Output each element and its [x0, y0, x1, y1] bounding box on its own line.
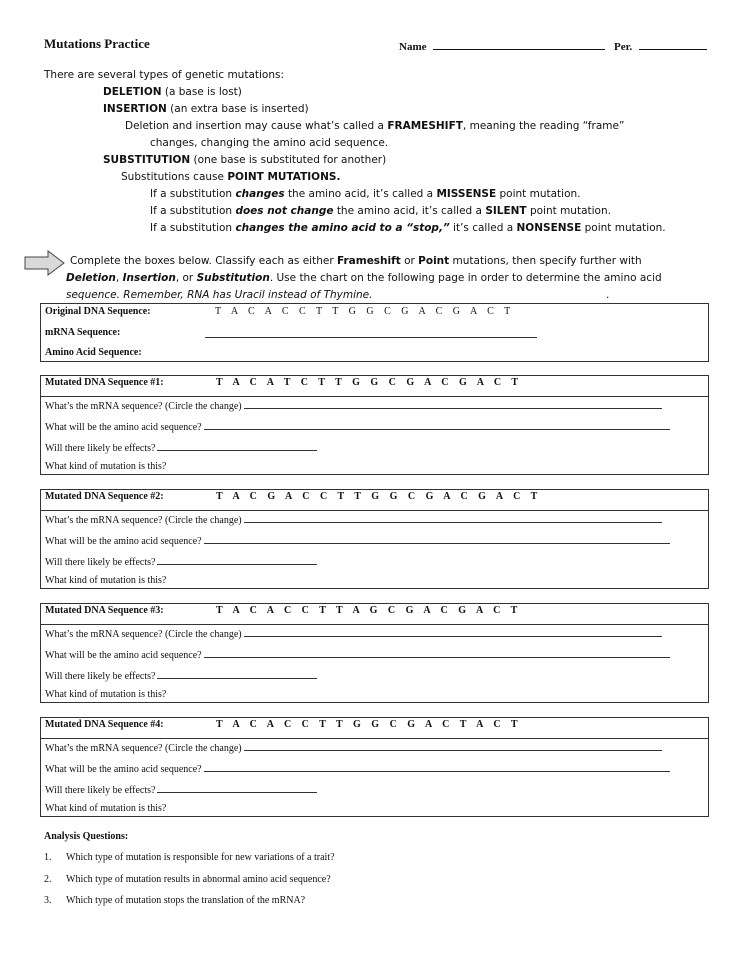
period-input-line[interactable]	[639, 38, 707, 50]
original-mrna-line[interactable]	[205, 327, 537, 338]
mutated-dna-row	[45, 605, 522, 616]
amino-question-row	[45, 533, 670, 547]
frameshift-post: , meaning the reading “frame”	[462, 120, 625, 132]
name-period-fields	[399, 38, 707, 53]
amino-question-row	[45, 419, 670, 433]
intro-deletion	[103, 84, 242, 101]
mrna-question: What’s the mRNA sequence? (Circle the change)	[45, 401, 242, 412]
mrna-answer-line[interactable]	[244, 512, 662, 523]
mrna-question: What’s the mRNA sequence? (Circle the change)	[45, 515, 242, 526]
nonsense-term: NONSENSE	[516, 222, 582, 234]
original-dna-label: Original DNA Sequence:	[45, 306, 151, 317]
amino-answer-line[interactable]	[204, 419, 670, 430]
kind-question: What kind of mutation is this?	[45, 803, 167, 814]
effects-answer-line[interactable]	[157, 668, 317, 679]
instr-frameshift: Frameshift	[336, 255, 401, 267]
missense-term: MISSENSE	[436, 188, 497, 200]
period-label: Per.	[614, 41, 633, 53]
effects-question: Will there likely be effects?	[45, 443, 156, 454]
silent-e: point mutation.	[529, 205, 611, 217]
page-title: Mutations Practice	[44, 36, 150, 51]
frameshift-pre: Deletion and insertion may cause what’s called a	[125, 120, 384, 132]
instructions-line3	[66, 287, 372, 304]
amino-question: What will be the amino acid sequence?	[45, 422, 202, 433]
kind-question: What kind of mutation is this?	[45, 461, 167, 472]
intro-point	[121, 169, 340, 186]
effects-answer-line[interactable]	[157, 440, 317, 451]
mrna-question-row	[45, 740, 662, 754]
effects-question-row	[45, 554, 317, 568]
kind-question-row	[45, 575, 166, 586]
kind-question-row	[45, 461, 166, 472]
intro-silent	[150, 203, 611, 220]
amino-answer-line[interactable]	[204, 647, 670, 658]
amino-question-row	[45, 761, 670, 775]
amino-question: What will be the amino acid sequence?	[45, 650, 202, 661]
effects-question: Will there likely be effects?	[45, 785, 156, 796]
mrna-question-row	[45, 398, 662, 412]
amino-question: What will be the amino acid sequence?	[45, 764, 202, 775]
divider	[41, 510, 708, 511]
effects-question-row	[45, 782, 317, 796]
original-dna-sequence: T A C A C C T T G G C G A C G A C T	[215, 306, 515, 317]
mutated-dna-label: Mutated DNA Sequence #2:	[45, 491, 164, 502]
effects-answer-line[interactable]	[157, 554, 317, 565]
insertion-term: INSERTION	[103, 103, 167, 115]
kind-question-row	[45, 803, 166, 814]
mutated-dna-sequence: T A C A C C T T G G C G A C T A C T	[216, 719, 522, 730]
effects-question-row	[45, 440, 317, 454]
effects-question: Will there likely be effects?	[45, 557, 156, 568]
mutated-dna-sequence: T A C A C C T T A G C G A C G A C T	[216, 605, 522, 616]
missense-e: point mutation.	[499, 188, 581, 200]
missense-c: the amino acid, it’s called a	[287, 188, 434, 200]
intro-lead: There are several types of genetic mutations:	[44, 69, 285, 81]
amino-question: What will be the amino acid sequence?	[45, 536, 202, 547]
original-dna-row	[45, 306, 515, 317]
right-arrow-icon	[24, 250, 66, 276]
mrna-question-row	[45, 626, 662, 640]
mutated-dna-row	[45, 377, 523, 388]
mrna-question-row	[45, 512, 662, 526]
mutated-dna-label: Mutated DNA Sequence #4:	[45, 719, 164, 730]
mrna-answer-line[interactable]	[244, 398, 662, 409]
original-amino-row	[45, 347, 142, 358]
intro-missense	[150, 186, 581, 203]
divider	[41, 396, 708, 397]
intro-substitution	[103, 152, 386, 169]
instr-f: . Use the chart on the following page in order to determine the amino acid	[269, 272, 662, 284]
effects-answer-line[interactable]	[157, 782, 317, 793]
amino-question-row	[45, 647, 670, 661]
mrna-answer-line[interactable]	[244, 626, 662, 637]
analysis-question-number: 2.	[44, 874, 52, 885]
analysis-heading: Analysis Questions:	[44, 831, 129, 842]
analysis-question-number: 1.	[44, 852, 52, 863]
intro-frameshift	[125, 118, 624, 135]
nonsense-c: it’s called a	[453, 222, 514, 234]
instr-e: mutations, then specify further with	[452, 255, 642, 267]
instructions-line1	[70, 253, 642, 270]
mutated-dna-row	[45, 491, 542, 502]
instr-deletion: Deletion	[66, 272, 116, 284]
instr-a: Complete the boxes below. Classify each as either	[70, 255, 334, 267]
deletion-desc: (a base is lost)	[164, 86, 242, 98]
kind-question: What kind of mutation is this?	[45, 689, 167, 700]
analysis-question-number: 3.	[44, 895, 52, 906]
point-pre: Substitutions cause	[121, 171, 224, 183]
nonsense-a: If a substitution	[150, 222, 233, 234]
original-sequence-box	[40, 303, 709, 362]
effects-question-row	[45, 668, 317, 682]
instr-insertion: Insertion	[122, 272, 176, 284]
divider	[41, 738, 708, 739]
instr-or: or	[404, 255, 415, 267]
kind-question: What kind of mutation is this?	[45, 575, 167, 586]
divider	[41, 624, 708, 625]
analysis-question-text: Which type of mutation stops the translation of the mRNA?	[66, 895, 306, 906]
instructions-line2	[66, 270, 662, 287]
mutation-box-3	[40, 603, 709, 703]
instructions-dot: .	[606, 289, 610, 301]
deletion-term: DELETION	[103, 86, 162, 98]
mrna-answer-line[interactable]	[244, 740, 662, 751]
frameshift-term: FRAMESHIFT	[387, 120, 463, 132]
insertion-desc: (an extra base is inserted)	[170, 103, 309, 115]
instr-point: Point	[418, 255, 450, 267]
silent-b: does not change	[235, 205, 334, 217]
mrna-question: What’s the mRNA sequence? (Circle the change)	[45, 743, 242, 754]
original-mrna-label: mRNA Sequence:	[45, 327, 121, 338]
original-mrna-row	[45, 327, 120, 338]
silent-c: the amino acid, it’s called a	[336, 205, 482, 217]
mutation-box-4	[40, 717, 709, 817]
effects-question: Will there likely be effects?	[45, 671, 156, 682]
instr-remember: sequence. Remember, RNA has Uracil instead of Thymine.	[66, 289, 373, 301]
instr-comma: ,	[115, 272, 120, 284]
mutated-dna-label: Mutated DNA Sequence #3:	[45, 605, 164, 616]
missense-a: If a substitution	[150, 188, 233, 200]
intro-frameshift-line2: changes, changing the amino acid sequence.	[150, 137, 389, 149]
mutation-box-1	[40, 375, 709, 475]
instr-or2: , or	[175, 272, 194, 284]
instr-substitution: Substitution	[196, 272, 270, 284]
amino-answer-line[interactable]	[204, 761, 670, 772]
name-label: Name	[399, 41, 427, 53]
mrna-question: What’s the mRNA sequence? (Circle the change)	[45, 629, 242, 640]
nonsense-b: changes the amino acid to a “stop,”	[235, 222, 450, 234]
silent-term: SILENT	[485, 205, 527, 217]
analysis-question-text: Which type of mutation is responsible for new variations of a trait?	[66, 852, 335, 863]
analysis-question-text: Which type of mutation results in abnormal amino acid sequence?	[66, 874, 331, 885]
mutated-dna-label: Mutated DNA Sequence #1:	[45, 377, 164, 388]
nonsense-e: point mutation.	[584, 222, 666, 234]
kind-question-row	[45, 689, 166, 700]
intro-insertion	[103, 101, 309, 118]
missense-b: changes	[235, 188, 285, 200]
amino-answer-line[interactable]	[204, 533, 670, 544]
mutated-dna-sequence: T A C A T C T T G G C G A C G A C T	[216, 377, 523, 388]
intro-nonsense	[150, 220, 666, 237]
mutation-box-2	[40, 489, 709, 589]
mutated-dna-row	[45, 719, 522, 730]
mutated-dna-sequence: T A C G A C C T T G G C G A C G A C T	[216, 491, 542, 502]
point-term: POINT MUTATIONS.	[227, 171, 341, 183]
substitution-desc: (one base is substituted for another)	[193, 154, 387, 166]
substitution-term: SUBSTITUTION	[103, 154, 191, 166]
original-amino-label: Amino Acid Sequence:	[45, 347, 142, 358]
silent-a: If a substitution	[150, 205, 233, 217]
name-input-line[interactable]	[433, 38, 605, 50]
